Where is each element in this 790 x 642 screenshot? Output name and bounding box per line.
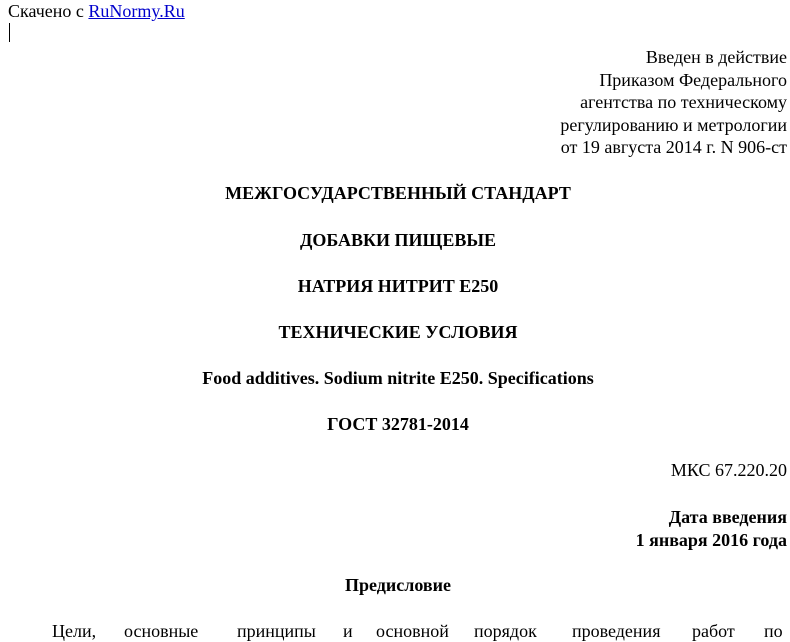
preface-word: проведения	[572, 621, 661, 641]
enactment-line: Введен в действие	[645, 47, 787, 67]
preface-word: основные	[124, 621, 199, 641]
preface-word: и	[343, 621, 353, 641]
source-line	[8, 1, 185, 21]
source-prefix: Скачено с	[8, 1, 84, 21]
effective-date-value: 1 января 2016 года	[635, 530, 787, 550]
standard-type-title: МЕЖГОСУДАРСТВЕННЫЙ СТАНДАРТ	[225, 183, 571, 203]
conditions-title: ТЕХНИЧЕСКИЕ УСЛОВИЯ	[278, 322, 518, 342]
preface-word: по	[764, 621, 783, 641]
product-title: НАТРИЯ НИТРИТ Е250	[297, 276, 499, 296]
enactment-block	[560, 46, 787, 159]
preface-word: Цели,	[52, 621, 97, 641]
source-link[interactable]: RuNormy.Ru	[88, 1, 185, 21]
subject-title: ДОБАВКИ ПИЩЕВЫЕ	[299, 230, 497, 250]
enactment-line: агентства по техническому	[580, 92, 787, 112]
preface-heading: Предисловие	[345, 575, 451, 595]
enactment-line: Приказом Федерального	[599, 69, 787, 90]
gost-number: ГОСТ 32781-2014	[327, 414, 469, 434]
preface-word: основной	[376, 621, 449, 641]
preface-word: принципы	[237, 621, 316, 641]
mks-code: МКС 67.220.20	[670, 460, 787, 480]
effective-date-label: Дата введения	[668, 507, 787, 527]
english-title: Food additives. Sodium nitrite E250. Specifications	[202, 368, 594, 388]
text-cursor	[9, 23, 10, 42]
enactment-line: регулированию и метрологии	[560, 114, 787, 135]
preface-word: порядок	[474, 621, 537, 641]
preface-word: работ	[692, 621, 735, 641]
enactment-line: от 19 августа 2014 г. N 906-ст	[560, 137, 787, 157]
